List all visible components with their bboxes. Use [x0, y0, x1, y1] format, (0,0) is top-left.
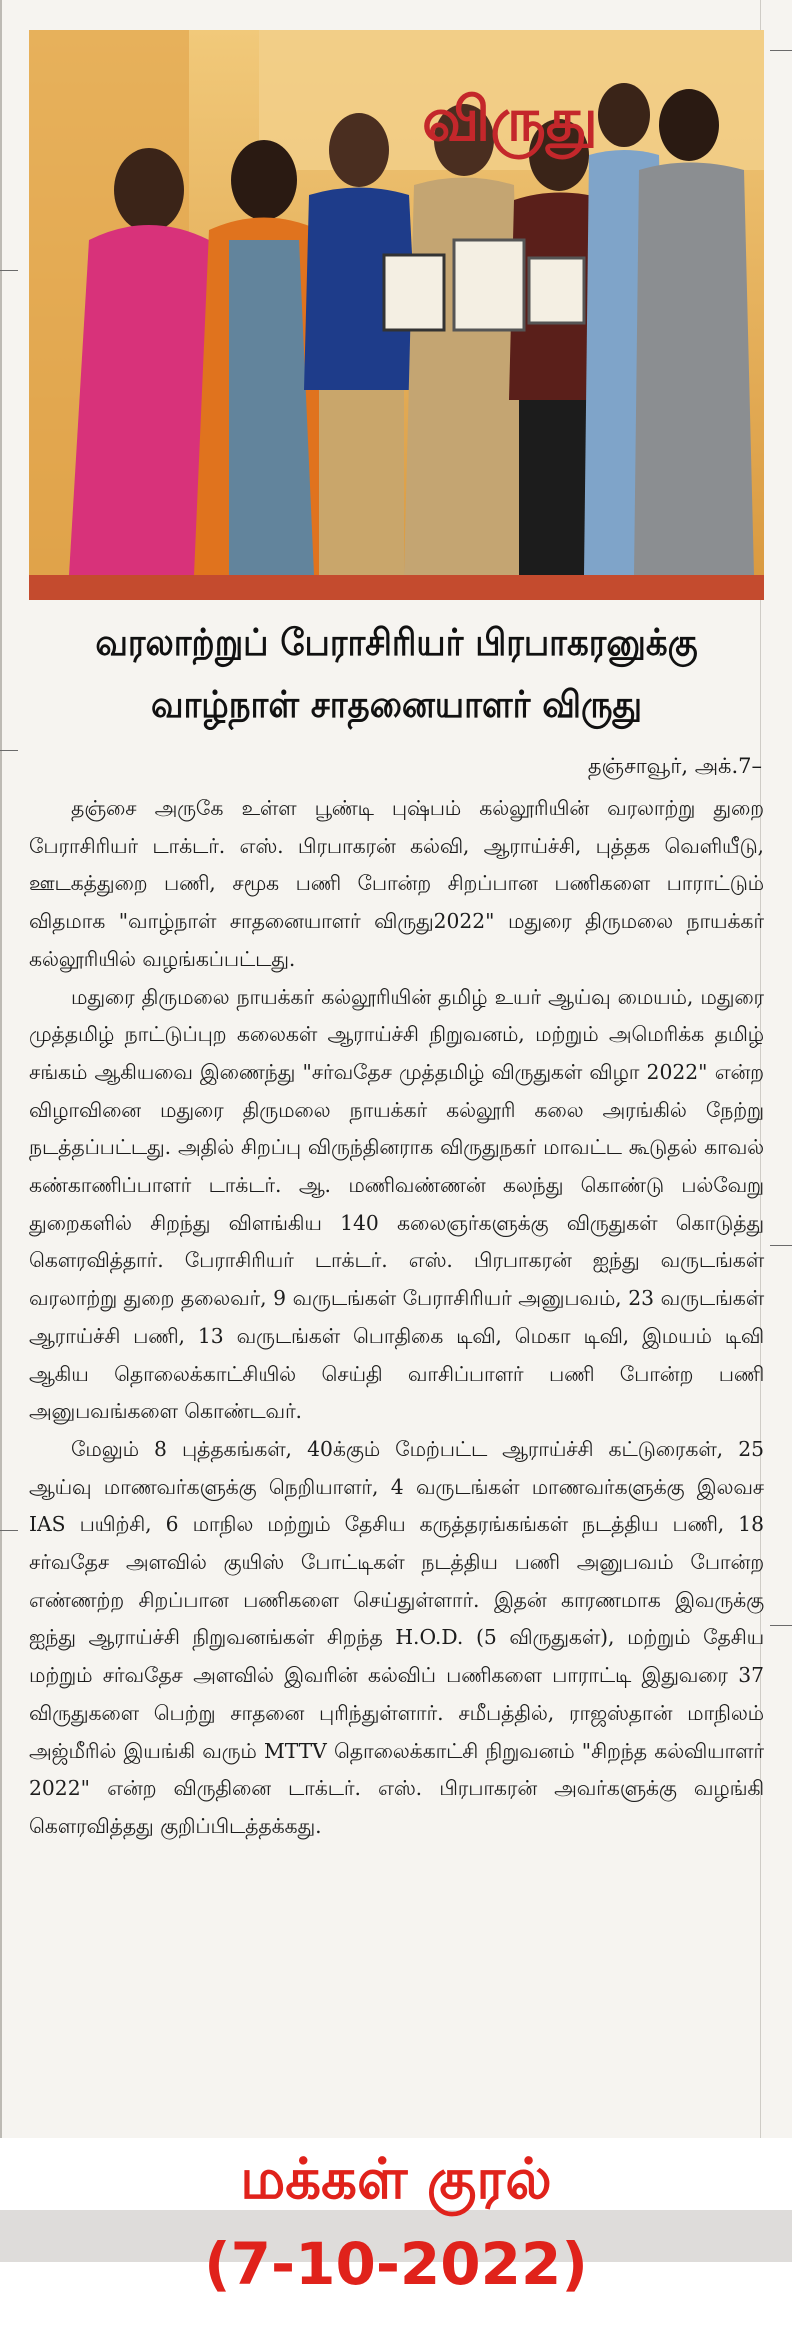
certificate	[384, 255, 444, 330]
photo-illustration	[29, 30, 764, 600]
paragraph: தஞ்சை அருகே உள்ள பூண்டி புஷ்பம் கல்லூரியின் வரலாற்று துறை பேராசிரியர் டாக்டர். எஸ். பிரபாகரன் கல்வி, ஆராய்ச்சி, புத்தக வெளியீடு, ஊடகத்துறை பணி, சமூக பணி போன்ற சிறப்பான பணிகளை பாராட்டும் விதமாக "வாழ்நாள் சாதனையாளர் விருது2022" மதுரை திருமலை நாயக்கர் கல்லூரியில் வழங்கப்பட்டது.	[29, 796, 764, 971]
headline	[58, 612, 734, 736]
edge-mark	[0, 750, 18, 751]
edge-mark	[0, 1530, 18, 1531]
article-body	[29, 790, 764, 1846]
publication-date: (7-10-2022)	[204, 2230, 588, 2298]
certificate	[529, 258, 584, 323]
edge-mark	[770, 50, 792, 51]
column-rule	[0, 0, 2, 2140]
headline-line: வரலாற்றுப் பேராசிரியர் பிரபாகரனுக்கு	[95, 621, 698, 664]
paragraph: மேலும் 8 புத்தகங்கள், 40க்கும் மேற்பட்ட ஆராய்ச்சி கட்டுரைகள், 25 ஆய்வு மாணவர்களுக்கு நெறியாளர், 4 வருடங்கள் மாணவர்களுக்கு இலவச IAS பயிற்சி, 6 மாநில மற்றும் தேசிய கருத்தரங்கங்கள் நடத்திய பணி, 18 சர்வதேச அளவில் குயிஸ் போட்டிகள் நடத்திய பணி அனுபவம் போன்ற எண்ணற்ற சிறப்பான பணிகளை செய்துள்ளார். இதன் காரணமாக இவருக்கு ஐந்து ஆராய்ச்சி நிறுவனங்கள் சிறந்த H.O.D. (5 விருதுகள்), மற்றும் தேசிய மற்றும் சர்வதேச அளவில் இவரின் கல்விப் பணிகளை பாராட்டி இதுவரை 37 விருதுகளை பெற்று சாதனை புரிந்துள்ளார். சமீபத்தில், ராஜஸ்தான் மாநிலம் அஜ்மீரில் இயங்கி வரும் MTTV தொலைக்காட்சி நிறுவனம் "சிறந்த கல்வியாளர் 2022" என்ற விருதினை டாக்டர். எஸ். பிரபாகரன் அவர்களுக்கு வழங்கி கௌரவித்தது குறிப்பிடத்தக்கது.	[29, 1436, 764, 1838]
publication-name: மக்கள் குரல்	[240, 2147, 552, 2212]
edge-mark	[0, 270, 18, 271]
paragraph: மதுரை திருமலை நாயக்கர் கல்லூரியின் தமிழ் உயர் ஆய்வு மையம், மதுரை முத்தமிழ் நாட்டுப்புற கலைகள் ஆராய்ச்சி நிறுவனம், மற்றும் அமெரிக்க தமிழ் சங்கம் ஆகியவை இணைந்து "சர்வதேச முத்தமிழ் விருதுகள் விழா 2022" என்ற விழாவினை மதுரை திருமலை நாயக்கர் கல்லூரி கலை அரங்கில் நேற்று நடத்தப்பட்டது. அதில் சிறப்பு விருந்தினராக விருதுநகர் மாவட்ட கூடுதல் காவல் கண்காணிப்பாளர் டாக்டர். ஆ. மணிவண்ணன் கலந்து கொண்டு பல்வேறு துறைகளில் சிறந்து விளங்கிய 140 கலைஞர்களுக்கு விருதுகள் கொடுத்து கௌரவித்தார். பேராசிரியர் டாக்டர். எஸ். பிரபாகரன் ஐந்து வருடங்கள் வரலாற்று துறை தலைவர், 9 வருடங்கள் பேராசிரியர் அனுபவம், 23 வருடங்கள் ஆராய்ச்சி பணி, 13 வருடங்கள் பொதிகை டிவி, மெகா டிவி, இமயம் டிவி ஆகிய தொலைக்காட்சியில் செய்தி வாசிப்பாளர் பணி போன்ற பணி அனுபவங்களை கொண்டவர்.	[29, 984, 764, 1424]
dateline: தஞ்சாவூர், அக்.7–	[587, 754, 762, 778]
certificate	[454, 240, 524, 330]
headline-line: வாழ்நாள் சாதனையாளர் விருது	[150, 683, 643, 726]
edge-mark	[770, 1625, 792, 1626]
award-ceremony-photo	[29, 30, 764, 600]
banner-text: விருது	[422, 85, 598, 155]
edge-mark	[770, 1245, 792, 1246]
